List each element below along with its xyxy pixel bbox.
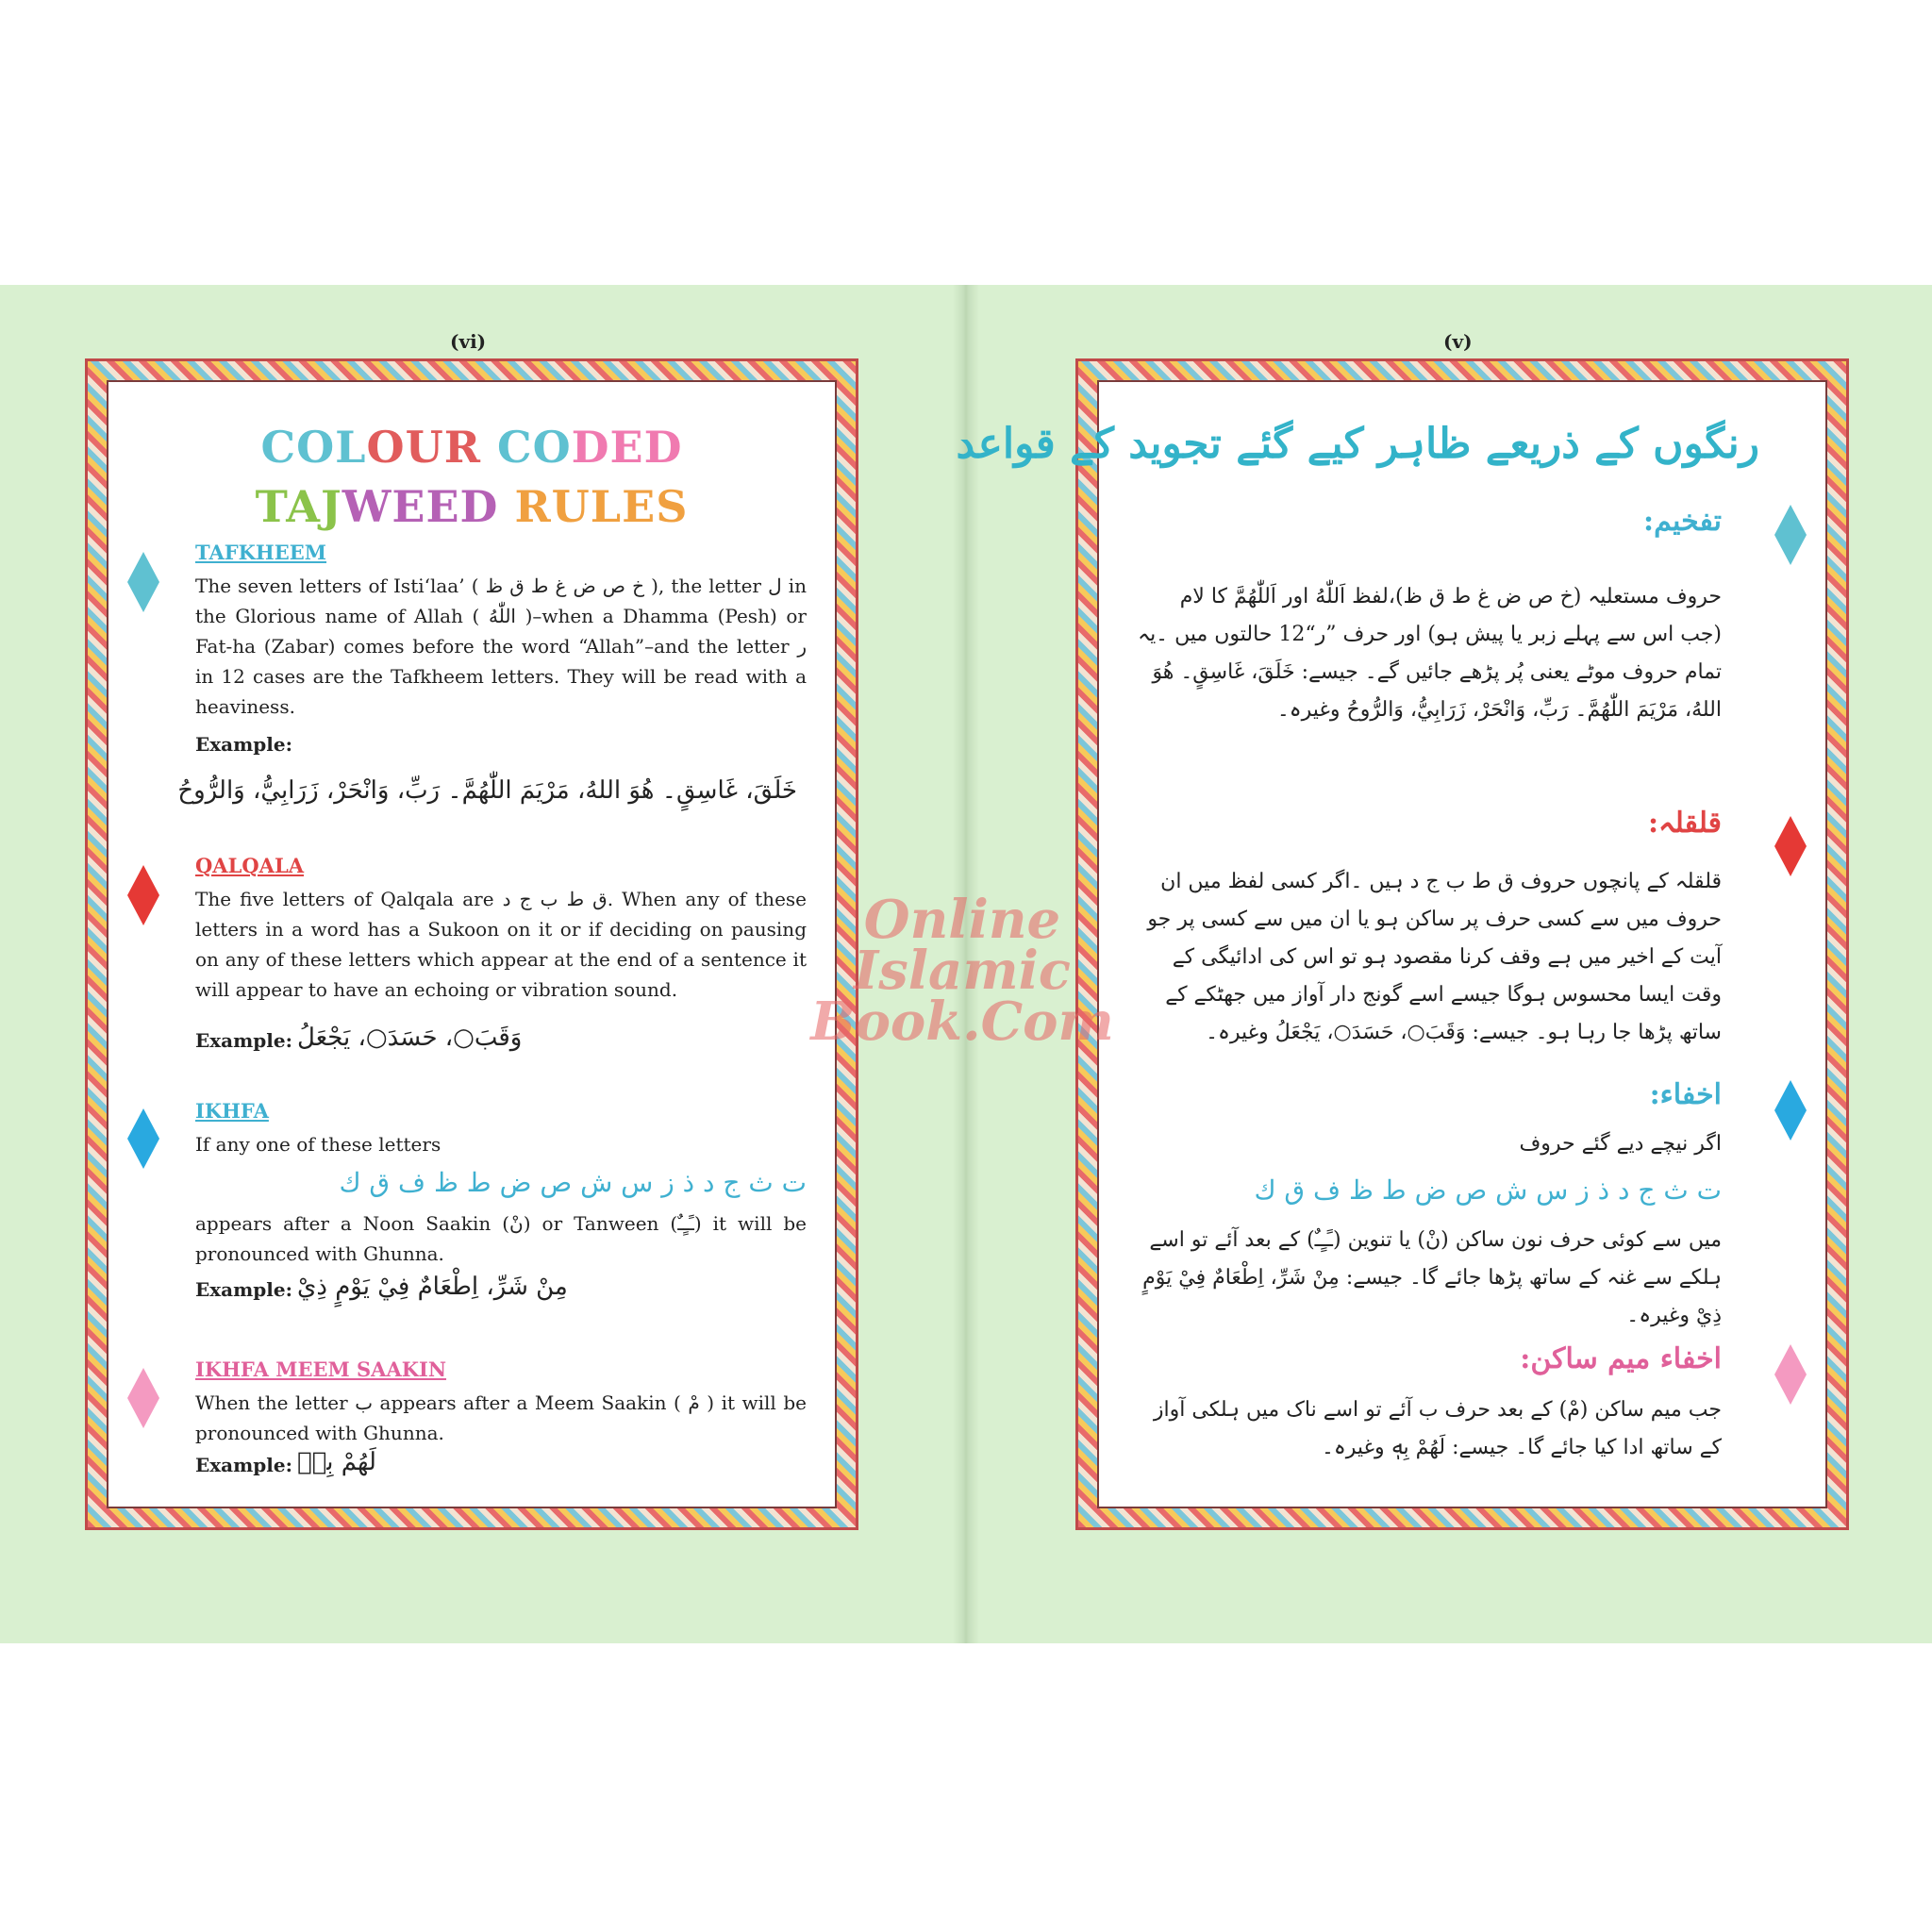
ikhfa-text-2: appears after a Noon Saakin (نْ) or Tanween (ـًـٍـٌ) it will be pronounced with Ghunna. <box>195 1212 808 1265</box>
ikhfa-text: If any one of these letters <box>195 1133 441 1156</box>
ikhfa-letters: ت ث ج د ذ ز س ش ص ض ط ظ ف ق ك <box>339 1167 807 1198</box>
left-page-frame <box>85 358 858 1530</box>
watermark-line-1: Online Islamic <box>854 889 1071 1002</box>
ikhfa-ur-text: اگر نیچے دیے گئے حروف <box>1519 1132 1722 1156</box>
qalqala-example-label: Example: <box>195 1029 292 1052</box>
title-part: TAJ <box>255 481 342 532</box>
left-page-inner <box>107 380 837 1508</box>
title-part: OUR <box>366 422 497 473</box>
tafkheem-text: The seven letters of Isti‘laa’ ( خ ص ض غ ط ق ظ ), the letter ل in the Glorious name of Allah ( اللّٰهُ )–when a Dhamma (Pesh) or Fat-ha (Zabar) comes before the word “Allah”–and the letter ر in 12 cases are the Tafkheem letters. They will be read with a heaviness. <box>195 575 808 718</box>
title-line-1 <box>108 422 835 473</box>
ikhfa-ur-diamond-icon <box>1774 1080 1807 1141</box>
qalqala-example-arabic: وَقَبَ○، حَسَدَ○، يَجْعَلُ <box>297 1024 523 1052</box>
ikhfa-meem-ur-heading: اخفاء میم ساکن: <box>1520 1342 1722 1375</box>
ikhfa-meem-text: When the letter ب appears after a Meem Saakin ( مْ ) it will be pronounced with Ghunna. <box>195 1391 807 1444</box>
ikhfa-ur-text-2: میں سے کوئی حرف نون ساکن (نْ) یا تنوین (ـًـٍـٌ) کے بعد آئے تو اسے ہلکے سے غنہ کے ساتھ پڑھا جائے گا۔ جیسے: مِنْ شَرِّ، اِطْعَامٌ فِيْ يَوْمٍ ذِيْ وغیرہ۔ <box>1142 1228 1722 1327</box>
urdu-title: رنگوں کے ذریعے ظاہر کیے گئے تجوید کے قواعد <box>956 420 1759 468</box>
right-page-number: (v) <box>1443 330 1473 353</box>
ikhfa-meem-example-arabic: لَهُمْ بِهٖ <box>297 1448 376 1476</box>
title-part: WEED <box>341 481 515 532</box>
watermark-line-2: Book.Com <box>810 991 1114 1053</box>
tafkheem-diamond-icon <box>127 552 159 612</box>
ikhfa-meem-heading: IKHFA MEEM SAAKIN <box>195 1357 447 1381</box>
ikhfa-example-label: Example: <box>195 1278 292 1301</box>
title-part: DED <box>571 422 683 473</box>
title-part: COL <box>260 422 367 473</box>
ikhfa-heading: IKHFA <box>195 1099 269 1123</box>
qalqala-ur-heading: قلقلہ: <box>1647 807 1722 840</box>
tafkheem-ur-heading: تفخیم: <box>1643 505 1722 538</box>
tafkheem-ur-text: حروف مستعلیہ (خ ص ض غ ط ق ظ)،لفظ اَللّٰهُ اور اَللّٰهُمَّ کا لام (جب اس سے پہلے زبر یا پیش ہو) اور حرف ”ر“12 حالتوں میں ۔یہ تمام حروف موٹے یعنی پُر پڑھے جائیں گے۔ جیسے: خَلَقَ، غَاسِقٍ۔ هُوَ اللهُ، مَرْيَمَ اللّٰهُمَّ۔ رَبِّ، وَانْحَرْ، زَرَابِيُّ، وَالرُّوحُ وغیرہ۔ <box>1138 585 1722 722</box>
ikhfa-diamond-icon <box>127 1108 159 1169</box>
ikhfa-example-arabic: مِنْ شَرِّ، اِطْعَامٌ فِيْ يَوْمٍ ذِيْ <box>297 1273 568 1301</box>
left-page-number: (vi) <box>450 330 487 353</box>
ikhfa-meem-example-label: Example: <box>195 1454 292 1476</box>
ikhfa-ur-letters: ت ث ج د ذ ز س ش ص ض ط ظ ف ق ك <box>1254 1174 1722 1206</box>
title-part: RULES <box>514 481 689 532</box>
tafkheem-example-label: Example: <box>195 733 292 756</box>
title-line-2 <box>108 481 835 532</box>
ikhfa-meem-ur-text: جب میم ساکن (مْ) کے بعد حرف ب آئے تو اسے ناک میں ہلکی آواز کے ساتھ ادا کیا جائے گا۔ جیسے: لَهُمْ بِهٖ وغیرہ۔ <box>1153 1398 1722 1459</box>
qalqala-heading: QALQALA <box>195 854 304 877</box>
tafkheem-ur-diamond-icon <box>1774 505 1807 565</box>
qalqala-ur-diamond-icon <box>1774 816 1807 876</box>
qalqala-ur-text: قلقلہ کے پانچوں حروف ق ط ب ج د ہیں ۔اگر کسی لفظ میں ان حروف میں سے کسی حرف پر ساکن ہو یا ان میں سے کسی پر جو آیت کے اخیر میں ہے وقف کرنا مقصود ہو تو اس کی ادائیگی کے وقت ایسا محسوس ہوگا جیسے اسے گونج دار آواز میں جھٹکے کے ساتھ پڑھا جا رہا ہو۔ جیسے: وَقَبَ○، حَسَدَ○، يَجْعَلُ وغیرہ۔ <box>1147 870 1722 1044</box>
qalqala-text: The five letters of Qalqala are ق ط ب ج د. When any of these letters in a word has a Sukoon on it or if deciding on pausing on any of these letters which appear at the end of a sentence it will appear to have an echoing or vibration sound. <box>195 888 807 1001</box>
tafkheem-example-arabic: خَلَقَ، غَاسِقٍ۔ هُوَ اللهُ، مَرْيَمَ اللّٰهُمَّ۔ رَبِّ، وَانْحَرْ، زَرَابِيُّ، وَالرُّوحُ <box>177 776 797 805</box>
qalqala-diamond-icon <box>127 865 159 925</box>
watermark <box>755 889 1170 1053</box>
ikhfa-ur-heading: اخفاء: <box>1649 1078 1722 1111</box>
title-part: CO <box>496 422 572 473</box>
tafkheem-heading: TAFKHEEM <box>195 541 327 564</box>
ikhfa-meem-ur-diamond-icon <box>1774 1344 1807 1405</box>
ikhfa-meem-diamond-icon <box>127 1368 159 1428</box>
